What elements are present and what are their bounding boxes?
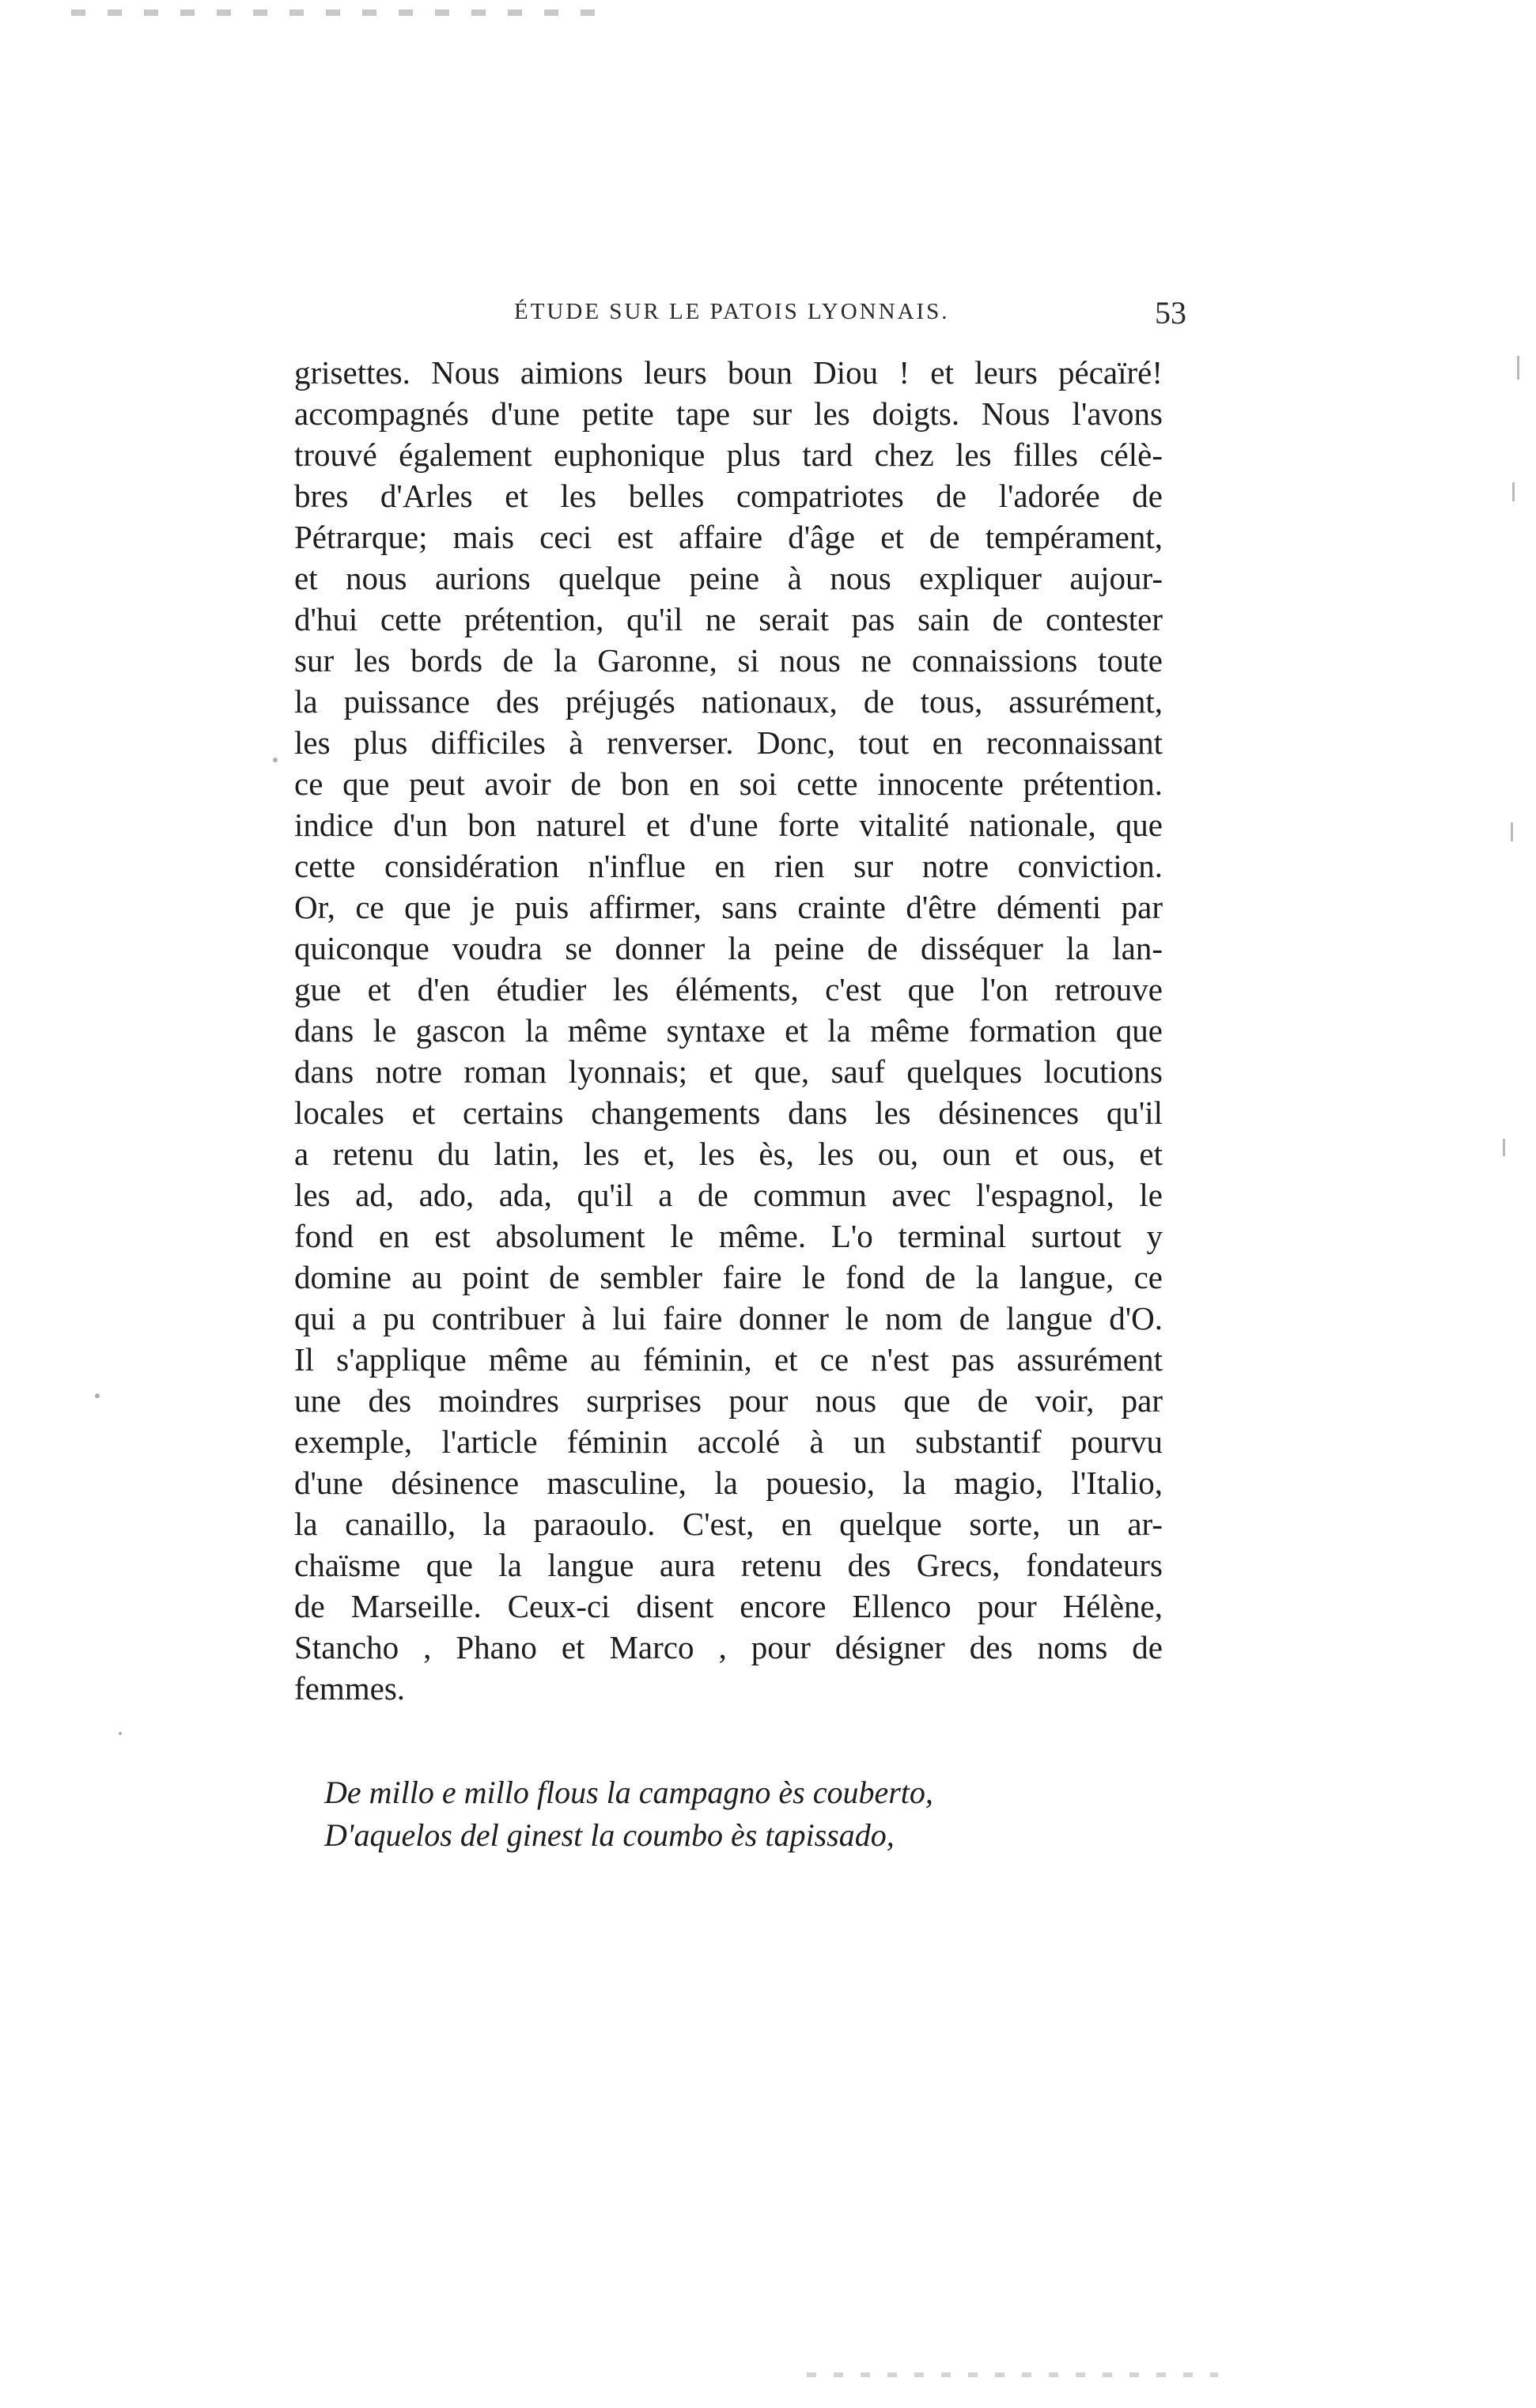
page-number: 53: [1155, 295, 1186, 331]
running-title: ÉTUDE SUR LE PATOIS LYONNAIS.: [514, 299, 950, 324]
scan-artifact-top: [71, 9, 609, 16]
text-line: une des moindres surprises pour nous que de voir, par: [294, 1382, 1163, 1419]
text-line: la canaillo, la paraoulo. C'est, en quelque sorte, un ar-: [294, 1506, 1163, 1542]
scan-artifact-margin: [1512, 482, 1515, 501]
text-line: Or, ce que je puis affirmer, sans crainte d'être démenti par: [294, 889, 1163, 925]
text-line: Stancho , Phano et Marco , pour désigner des noms de: [294, 1629, 1163, 1665]
scan-artifact-margin: [1503, 1139, 1505, 1156]
text-line: d'une désinence masculine, la pouesio, la magio, l'Italio,: [294, 1465, 1163, 1501]
text-line: femmes.: [294, 1670, 406, 1707]
text-line: d'hui cette prétention, qu'il ne serait pas sain de contester: [294, 601, 1163, 637]
text-line: exemple, l'article féminin accolé à un substantif pourvu: [294, 1423, 1163, 1460]
body-paragraph: [294, 352, 1163, 1709]
text-line: trouvé également euphonique plus tard chez les filles célè-: [294, 437, 1163, 473]
text-line: accompagnés d'une petite tape sur les doigts. Nous l'avons: [294, 395, 1163, 432]
text-line: bres d'Arles et les belles compatriotes de l'adorée de: [294, 478, 1163, 514]
text-line: la puissance des préjugés nationaux, de tous, assurément,: [294, 683, 1163, 720]
scan-speck: [273, 758, 278, 762]
text-line: cette considération n'influe en rien sur notre conviction.: [294, 848, 1163, 884]
text-line: fond en est absolument le même. L'o terminal surtout y: [294, 1218, 1163, 1254]
text-line: Pétrarque; mais ceci est affaire d'âge et de tempérament,: [294, 519, 1163, 555]
verse-line: De millo e millo flous la campagno ès couberto,: [324, 1775, 933, 1810]
text-line: qui a pu contribuer à lui faire donner le nom de langue d'O.: [294, 1300, 1163, 1336]
text-line: grisettes. Nous aimions leurs boun Diou ! et leurs pécaïré!: [294, 354, 1163, 391]
text-line: dans le gascon la même syntaxe et la même formation que: [294, 1012, 1163, 1049]
text-line: indice d'un bon naturel et d'une forte vitalité nationale, que: [294, 807, 1163, 843]
text-line: et nous aurions quelque peine à nous expliquer aujour-: [294, 560, 1163, 596]
text-line: quiconque voudra se donner la peine de disséquer la lan-: [294, 930, 1163, 966]
text-line: les ad, ado, ada, qu'il a de commun avec l'espagnol, le: [294, 1177, 1163, 1213]
text-line: sur les bords de la Garonne, si nous ne connaissions toute: [294, 642, 1163, 679]
text-line: locales et certains changements dans les désinences qu'il: [294, 1094, 1163, 1131]
verse-line: D'aquelos del ginest la coumbo ès tapissado,: [324, 1817, 895, 1853]
text-line: de Marseille. Ceux-ci disent encore Ellenco pour Hélène,: [294, 1588, 1163, 1624]
verse-quotation: [324, 1771, 1115, 1857]
text-line: Il s'applique même au féminin, et ce n'est pas assurément: [294, 1341, 1163, 1378]
scan-speck: [95, 1393, 100, 1398]
scan-artifact-margin: [1517, 356, 1519, 380]
text-line: chaïsme que la langue aura retenu des Grecs, fondateurs: [294, 1547, 1163, 1583]
scan-artifact-bottom: [807, 2372, 1218, 2377]
text-line: a retenu du latin, les et, les ès, les ou, oun et ous, et: [294, 1136, 1163, 1172]
text-line: domine au point de sembler faire le fond de la langue, ce: [294, 1259, 1163, 1295]
text-line: les plus difficiles à renverser. Donc, tout en reconnaissant: [294, 724, 1163, 761]
scan-speck: [119, 1732, 122, 1735]
text-line: dans notre roman lyonnais; et que, sauf quelques locutions: [294, 1053, 1163, 1090]
text-line: ce que peut avoir de bon en soi cette innocente prétention.: [294, 765, 1163, 802]
text-line: gue et d'en étudier les éléments, c'est que l'on retrouve: [294, 971, 1163, 1007]
scan-artifact-margin: [1511, 822, 1513, 841]
